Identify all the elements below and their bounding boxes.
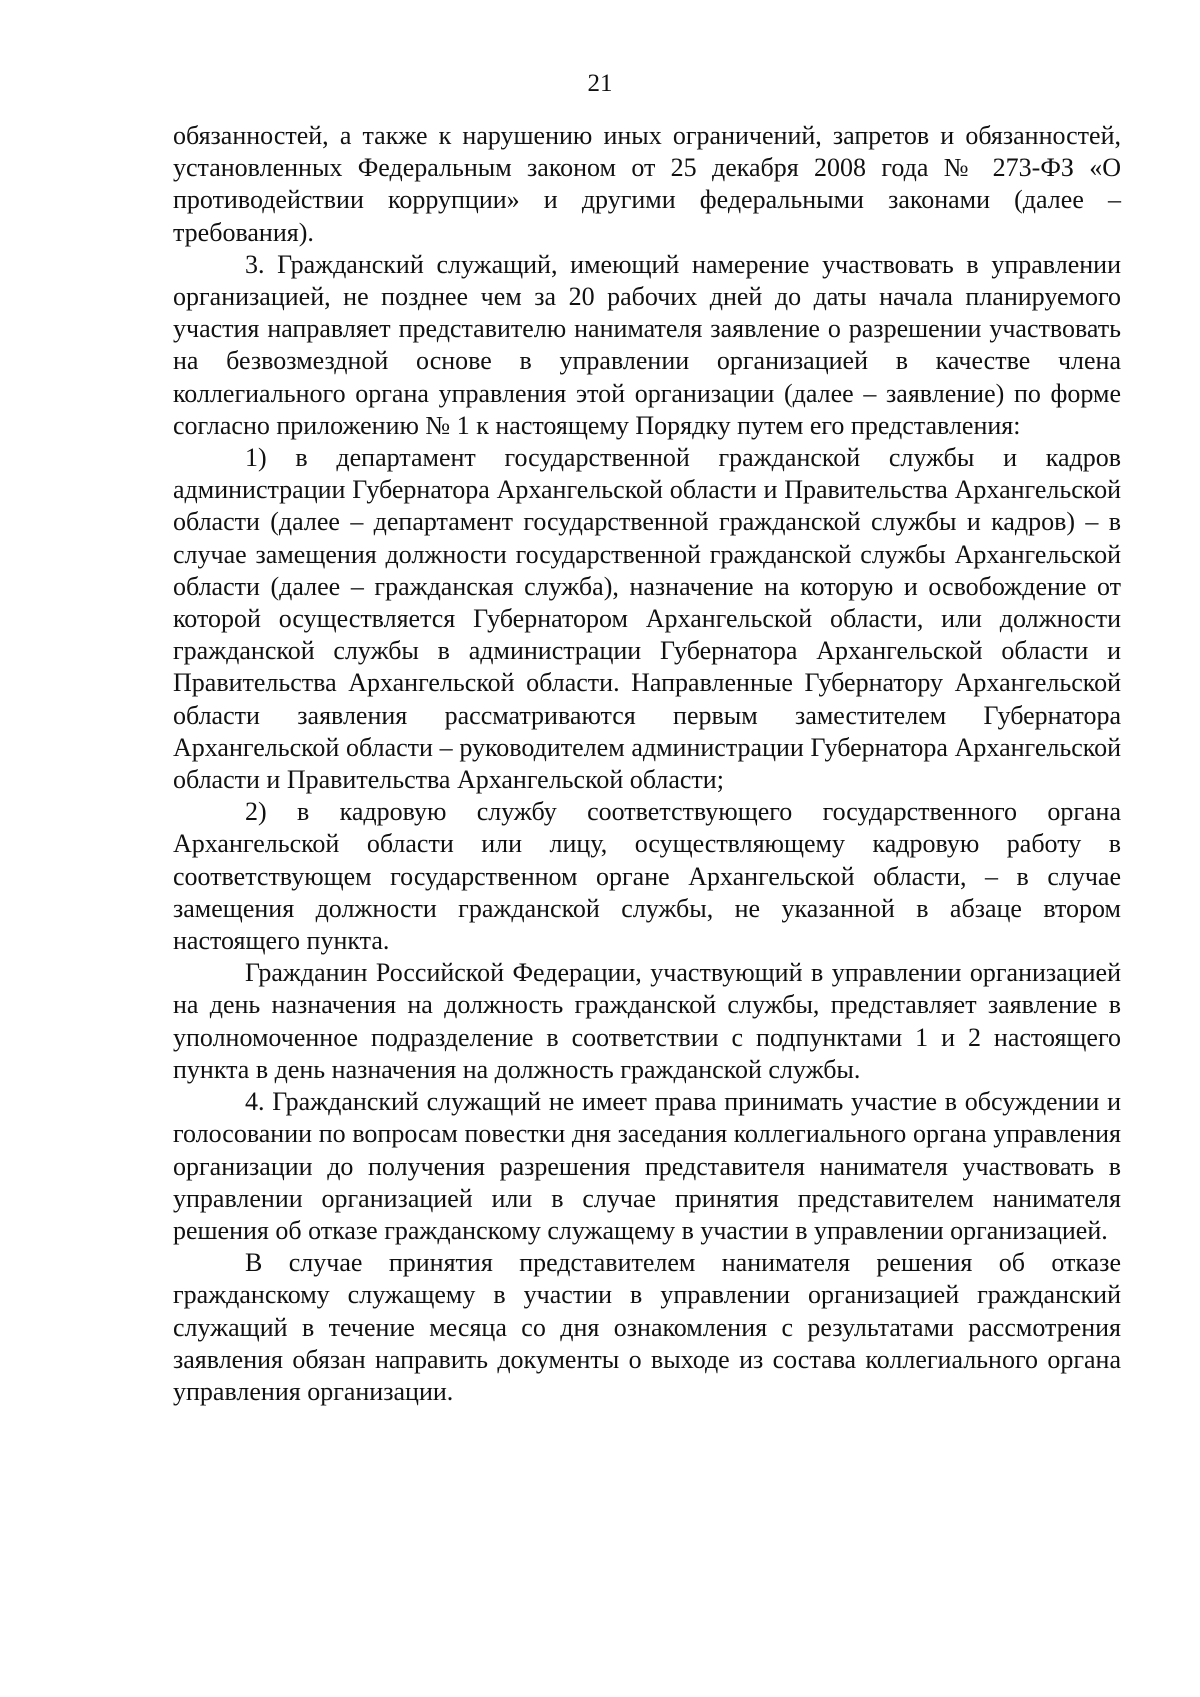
paragraph-refusal: В случае принятия представителем нанимателя решения об отказе гражданскому служащему в участии в управлении организацией гражданский служащий в течение месяца со дня ознакомления с результатами рассмотрения заявления обязан направить документы о выходе из состава коллегиального органа управления организации. [173, 1248, 1121, 1406]
paragraph-citizen: Гражданин Российской Федерации, участвующий в управлении организацией на день назначения на должность гражданской службы, представляет заявление в уполномоченное подразделение в соответствии с подпунктами 1 и 2 настоящего пункта в день назначения на должность гражданской службы. [173, 958, 1121, 1084]
paragraph-item-4: 4. Гражданский служащий не имеет права принимать участие в обсуждении и голосовании по вопросам повестки дня заседания коллегиального органа управления организации до получения разрешения представителя нанимателя участвовать в управлении организацией или в случае принятия представителем нанимателя решения об отказе гражданскому служащему в участии в управлении организацией. [173, 1087, 1121, 1245]
page-number: 21 [587, 70, 613, 97]
paragraph-item-3: 3. Гражданский служащий, имеющий намерение участвовать в управлении организацией, не позднее чем за 20 рабочих дней до даты начала планируемого участия направляет представителю нанимателя заявление о разрешении участвовать на безвозмездной основе в управлении организацией в качестве члена коллегиального органа управления этой организации (далее – заявление) по форме согласно приложению № 1 к настоящему Порядку путем его представления: [173, 249, 1121, 440]
paragraph-subitem-2: 2) в кадровую службу соответствующего государственного органа Архангельской области или лицу, осуществляющему кадровую работу в соответствующем государственном органе Архангельской области, – в случае замещения должности гражданской службы, не указанной в абзаце втором настоящего пункта. [173, 797, 1121, 956]
paragraph-subitem-1: 1) в департамент государственной гражданской службы и кадров администрации Губернатора Архангельской области и Правительства Архангельской области (далее – департамент государственной гражданской службы и кадров) – в случае замещения должности государственной гражданской службы Архангельской области (далее – гражданская служба), назначение на которую и освобождение от которой осуществляется Губернатором Архангельской области, или должности гражданской службы в администрации Губернатора Архангельской области и Правительства Архангельской области. Направленные Губернатору Архангельской области заявления рассматриваются первым заместителем Губернатора Архангельской области – руководителем администрации Губернатора Архангельской области и Правительства Архангельской области; [173, 443, 1121, 795]
document-body [173, 120, 1121, 1408]
paragraph-continuation: обязанностей, а также к нарушению иных ограничений, запретов и обязанностей, установленных Федеральным законом от 25 декабря 2008 года № 273-ФЗ «О противодействии коррупции» и другими федеральными законами (далее – требования). [173, 121, 1121, 247]
